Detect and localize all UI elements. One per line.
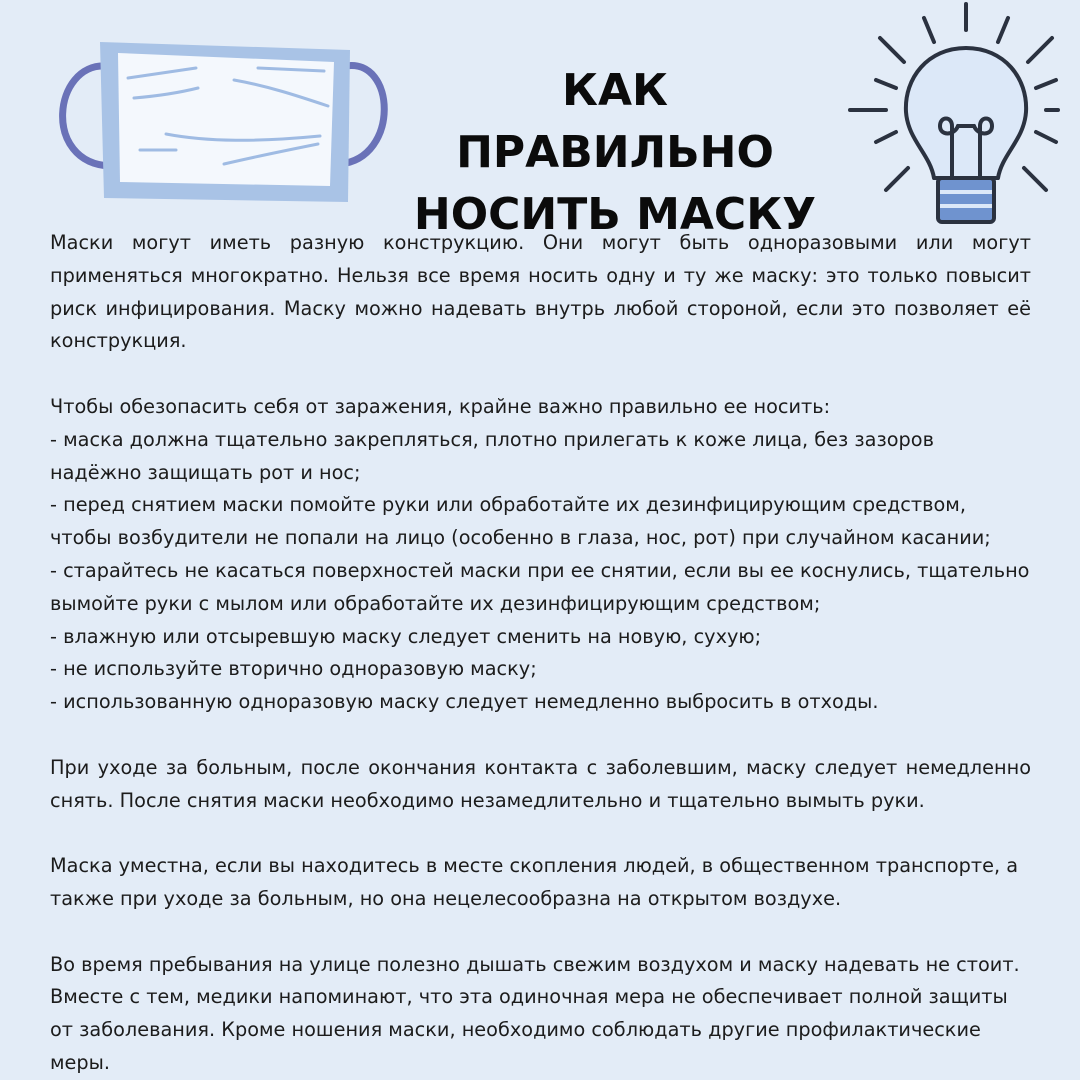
rule-item: - использованную одноразовую маску следует немедленно выбросить в отходы. [50, 690, 879, 714]
paragraph-mask-types: Маски могут иметь разную конструкцию. Они могут быть одноразовыми или могут применяться многократно. Нельзя все время носить одну и ту же маску: это только повысит риск инфицирования. Маску можно надевать внутрь любой стороной, если это позволяет её конструкция. [50, 231, 1031, 353]
article-body [50, 227, 1031, 1080]
paragraph-outdoors: Во время пребывания на улице полезно дышать свежим воздухом и маску надевать не стоит. Вместе с тем, медики напоминают, что эта одиночная мера не обеспечивает полной защиты от заболевания. Кроме ношения маски, необходимо соблюдать другие профилактические меры. [50, 952, 1020, 1074]
rule-item: - влажную или отсыревшую маску следует сменить на новую, сухую; [50, 624, 762, 648]
paragraph-patient-care: При уходе за больным, после окончания контакта с заболевшим, маску следует немедленно снять. После снятия маски необходимо незамедлительно и тщательно вымыть руки. [50, 755, 1031, 812]
paragraph-rules [50, 391, 1031, 719]
title-line-1: КАК ПРАВИЛЬНО [456, 65, 774, 178]
rule-item: - перед снятием маски помойте руки или обработайте их дезинфицирующим средством, чтобы возбудители не попали на лицо (особенно в глаза, нос, рот) при случайном касании; [50, 493, 991, 550]
paragraph-when-appropriate: Маска уместна, если вы находитесь в месте скопления людей, в общественном транспорте, а также при уходе за больным, но она нецелесообразна на открытом воздухе. [50, 854, 1019, 910]
page-title [400, 60, 830, 246]
rules-intro: Чтобы обезопасить себя от заражения, крайне важно правильно ее носить: [50, 394, 831, 418]
rule-item: - старайтесь не касаться поверхностей маски при ее снятии, если вы ее коснулись, тщательно вымойте руки с мылом или обработайте их дезинфицирующим средством; [50, 558, 1030, 615]
light-bulb-icon [846, 0, 1060, 228]
rule-item: - не используйте вторично одноразовую маску; [50, 657, 537, 681]
face-mask-icon [48, 38, 398, 208]
title-line-2: НОСИТЬ МАСКУ [413, 189, 817, 240]
rule-item: - маска должна тщательно закрепляться, плотно прилегать к коже лица, без зазоров надёжно защищать рот и нос; [50, 427, 934, 484]
